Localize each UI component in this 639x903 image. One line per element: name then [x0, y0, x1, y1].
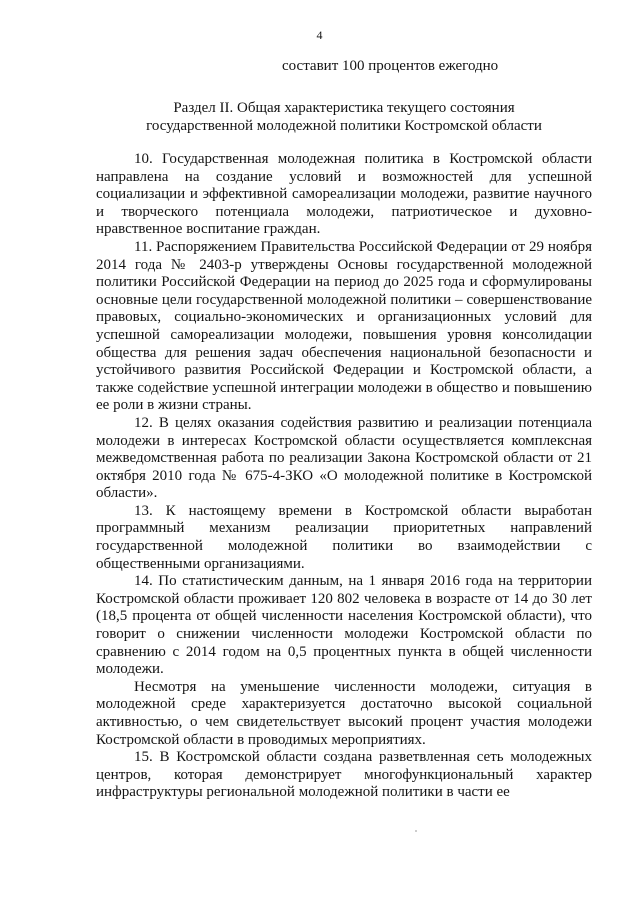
paragraph-14: 14. По статистическим данным, на 1 января 2016 года на территории Костромской области проживает 120 802 человека в возрасте от 14 до 30 лет (18,5 процента от общей численности населения Костромской области), что говорит о снижении численности молодежи Костромской области по сравнению с 2014 годом на 0,5 процентных пункта в общей численности молодежи.: [96, 573, 592, 678]
paragraph-15: 15. В Костромской области создана разветвленная сеть молодежных центров, которая демонстрирует многофункциональный характер инфраструктуры региональной молодежной политики в части ее: [96, 749, 592, 801]
paragraph-11: 11. Распоряжением Правительства Российской Федерации от 29 ноября 2014 года № 2403-р утверждены Основы государственной молодежной политики Российской Федерации на период до 2025 года и сформулированы основные цели государственной молодежной политики – совершенствование правовых, социально-экономических и организационных условий для успешной самореализации молодежи, повышения уровня консолидации общества для решения задач обеспечения национальной безопасности и устойчивого развития Российской Федерации и Костромской области, а также содействие успешной интеграции молодежи в общество и повышению ее роли в жизни страны.: [96, 238, 592, 414]
body-text: [96, 151, 592, 802]
paragraph-10: 10. Государственная молодежная политика в Костромской области направлена на создание условий и возможностей для успешной социализации и эффективной самореализации молодежи, развитие научного и творческого потенциала молодежи, патриотическое и духовно-нравственное воспитание граждан.: [96, 151, 592, 238]
continuation-line: составит 100 процентов ежегодно: [282, 58, 499, 74]
scan-speck: [415, 830, 417, 832]
paragraph-14-continued: Несмотря на уменьшение численности молодежи, ситуация в молодежной среде характеризуется достаточно высокой социальной активностью, о чем свидетельствует высокий процент участия молодежи Костромской области в проводимых мероприятиях.: [96, 678, 592, 748]
section-heading-line-1: Раздел II. Общая характеристика текущего состояния: [173, 100, 515, 116]
section-heading-line-2: государственной молодежной политики Костромской области: [146, 117, 542, 134]
section-heading: [96, 100, 592, 135]
paragraph-13: 13. К настоящему времени в Костромской области выработан программный механизм реализации приоритетных направлений государственной молодежной политики во взаимодействии с общественными организациями.: [96, 502, 592, 572]
page-number: 4: [316, 28, 323, 42]
paragraph-12: 12. В целях оказания содействия развитию и реализации потенциала молодежи в интересах Костромской области осуществляется комплексная межведомственная работа по реализации Закона Костромской области от 21 октября 2010 года № 675-4-ЗКО «О молодежной политике в Костромской области».: [96, 414, 592, 502]
